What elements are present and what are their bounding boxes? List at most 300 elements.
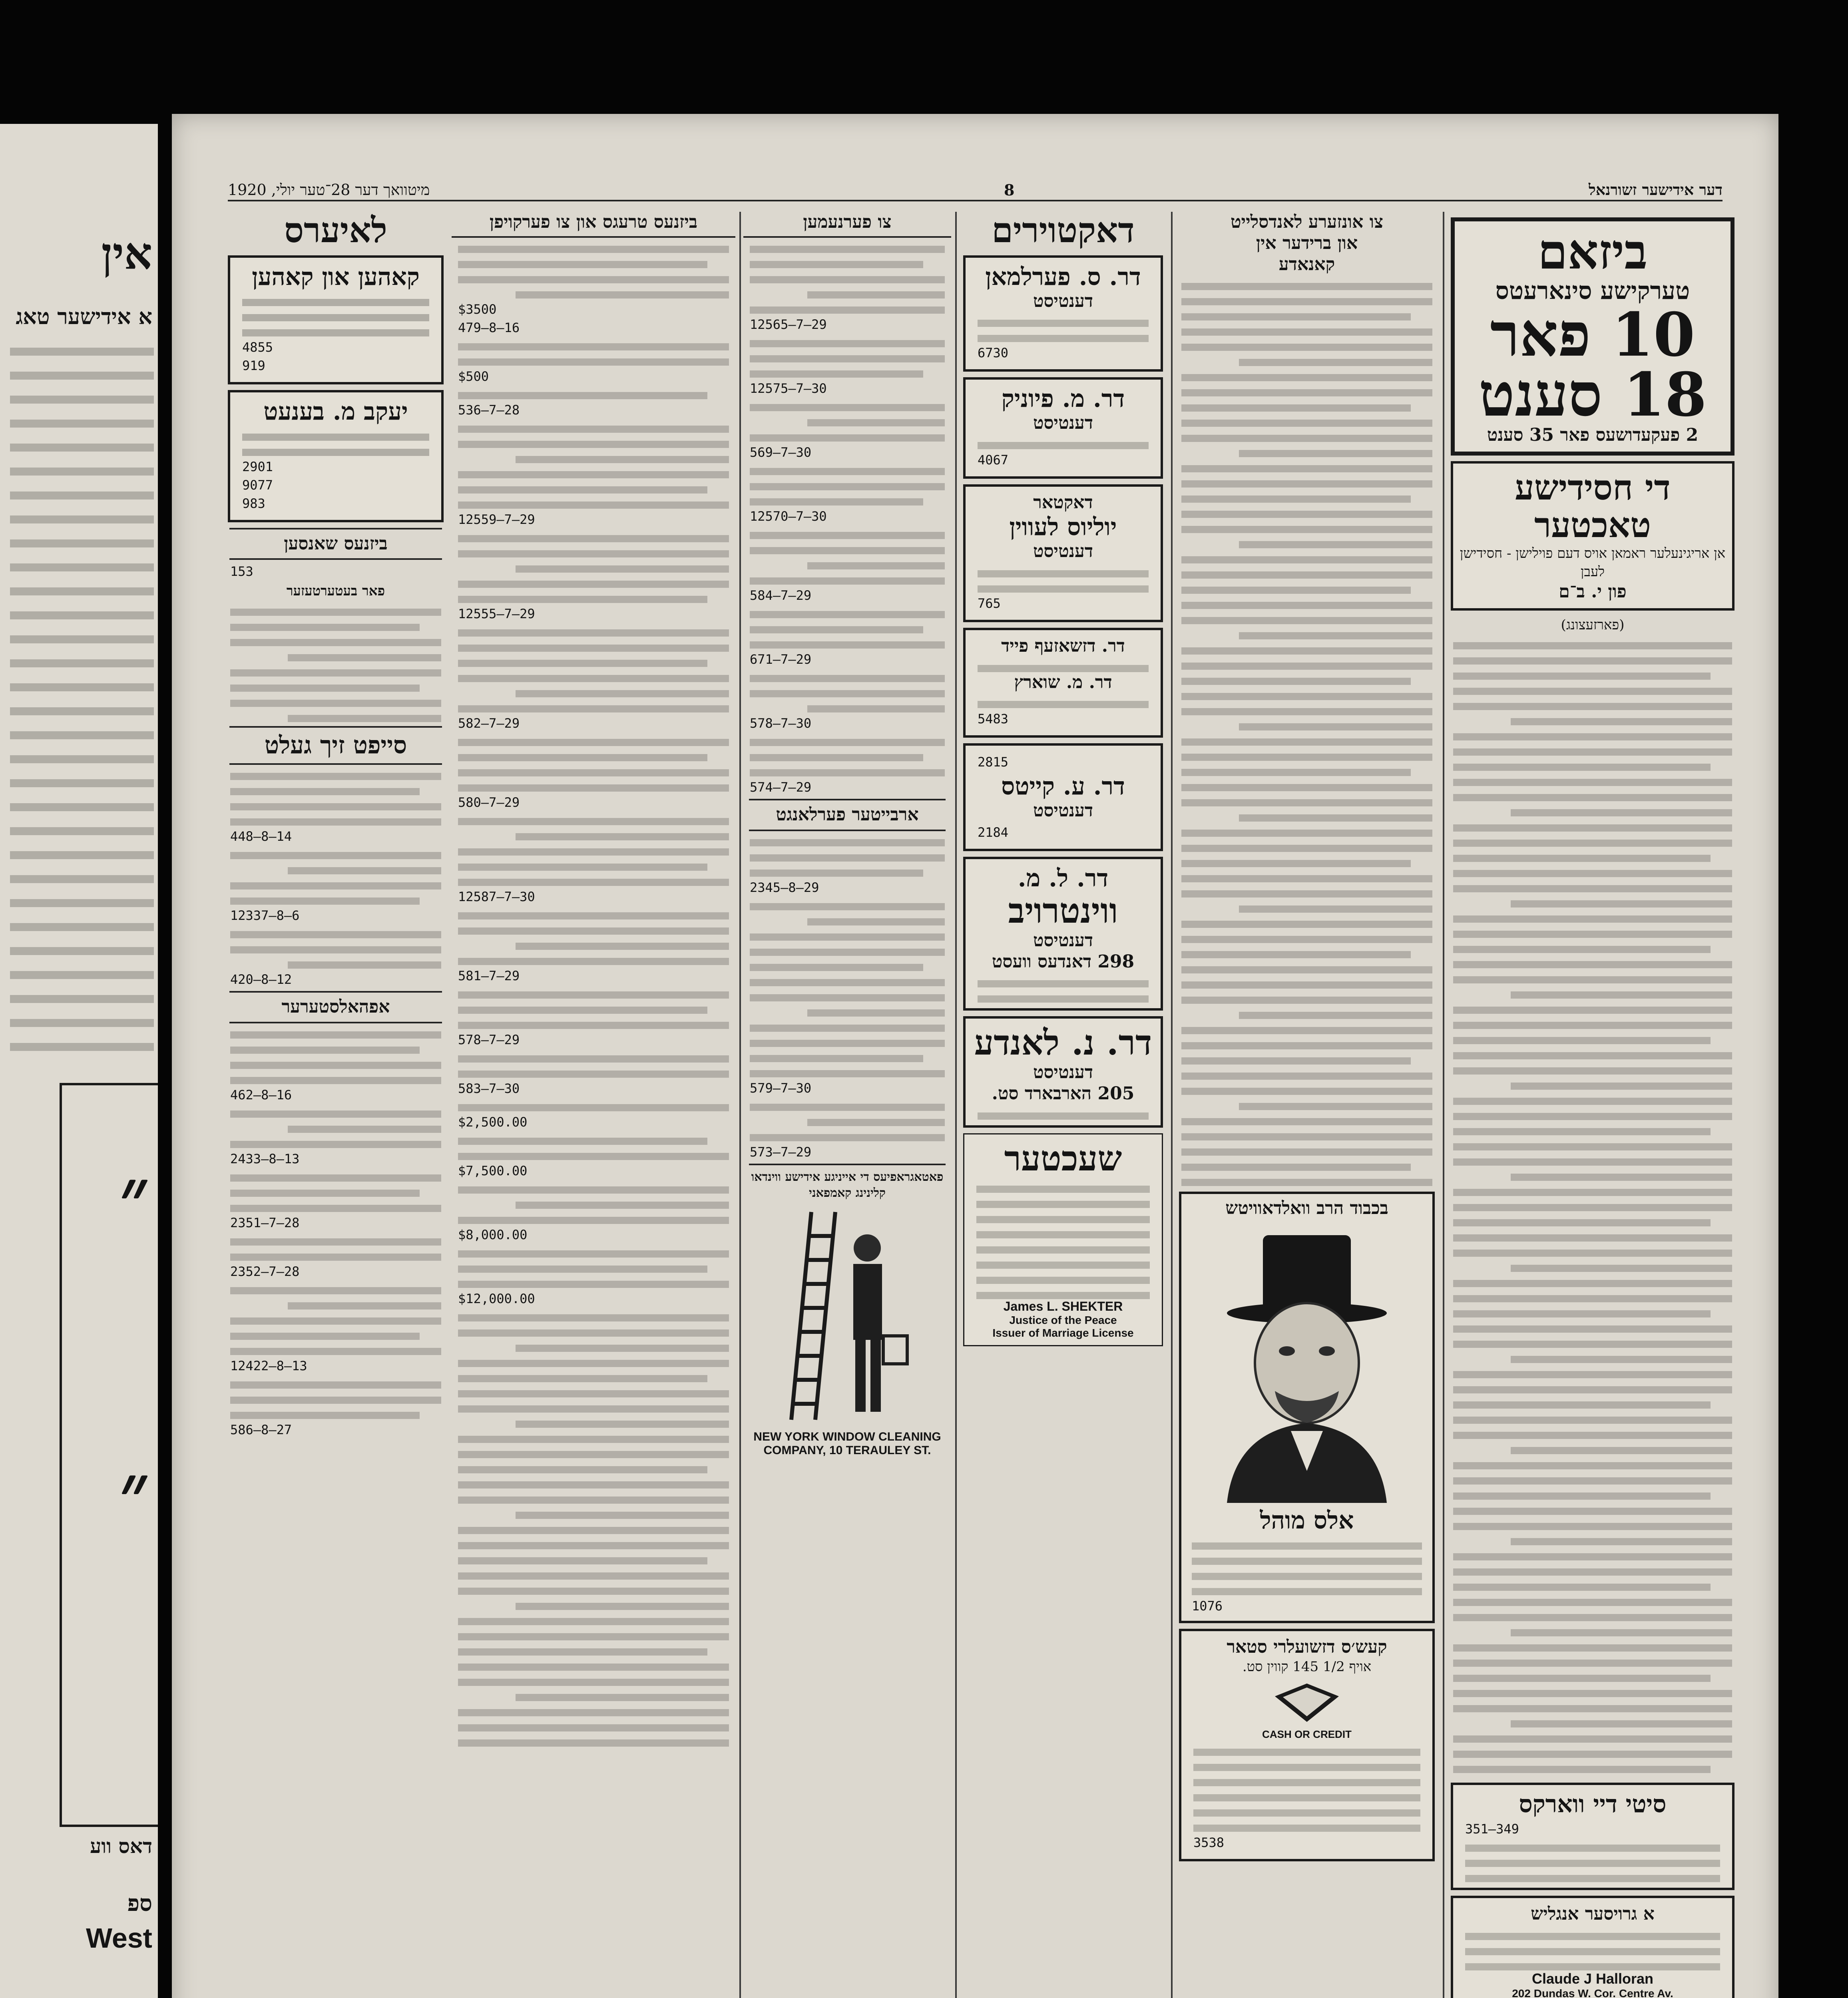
text-line [1453, 1386, 1732, 1393]
left-page-text-line [10, 420, 154, 428]
left-page-text-line [10, 779, 154, 787]
ad-lawyer-cohen [228, 255, 444, 384]
text-line [458, 629, 729, 637]
text-line [750, 854, 945, 862]
left-page-ad-box [60, 1083, 158, 1827]
left-page-fragment: דאס ווע [90, 1834, 152, 1858]
text-line [1453, 931, 1732, 938]
ad-shekter [963, 1133, 1163, 1347]
left-page-text-line [10, 515, 154, 523]
text-line [978, 995, 1149, 1003]
text-line [1181, 769, 1411, 776]
text-line [1181, 420, 1432, 427]
text-line [750, 949, 945, 956]
text-line [458, 818, 729, 825]
diamond-icon [1267, 1680, 1347, 1724]
header-page-number: 8 [1004, 181, 1015, 199]
text-line [242, 449, 429, 456]
text-line [1181, 1133, 1432, 1140]
text-line [807, 1119, 945, 1126]
cigarette-type: טערקישע סינארעטס [1495, 277, 1690, 305]
left-page-text-line [10, 635, 154, 643]
doctor-role: דענטיסט [1033, 413, 1093, 434]
doctor-name: דר. ס. פערלמאן [985, 263, 1141, 291]
doctor-phone: 4067 [978, 452, 1009, 468]
left-page-fragment: א אידישער טאג [16, 304, 152, 329]
text-line [1453, 1128, 1711, 1135]
landsleit-title: קאנאדע [1278, 254, 1335, 275]
text-line [750, 979, 945, 986]
ad-code: 12337—8—6 [230, 908, 300, 923]
text-line [458, 1709, 729, 1716]
text-line [1453, 748, 1732, 756]
text-line [1453, 1660, 1732, 1667]
left-page-text-line [10, 539, 154, 547]
ad-code: 573—7—29 [750, 1144, 812, 1160]
ad-code: 420—8—12 [230, 972, 292, 987]
text-line [1453, 1007, 1732, 1014]
text-line [976, 1262, 1150, 1269]
doctor-role: דענטיסט [1033, 1062, 1093, 1083]
ad-doctor-piunik [963, 377, 1163, 479]
text-line [458, 1375, 707, 1382]
text-line [1181, 1073, 1432, 1080]
text-line [288, 715, 441, 722]
text-line [458, 1648, 707, 1656]
text-line [1239, 541, 1432, 548]
text-line [1193, 1794, 1420, 1801]
left-page-text-line [10, 923, 154, 931]
divider [749, 1164, 946, 1165]
column-lawyers [224, 212, 448, 1998]
text-line [750, 1134, 945, 1141]
divider [229, 1022, 442, 1023]
text-line [458, 848, 729, 856]
text-line [1453, 961, 1732, 968]
novel-subtitle: אן אריגינעלער ראמאן אויס דעם פוילישן - חסידישן לעבן [1460, 545, 1726, 580]
doctor-name: דר. מ. פיוניק [1001, 385, 1125, 413]
text-line [807, 562, 945, 569]
text-line [458, 991, 729, 999]
ad-code: 448—8—14 [230, 829, 292, 844]
text-line [1453, 1477, 1732, 1485]
lawyer-phone: 919 [242, 358, 265, 373]
text-line [750, 577, 945, 585]
text-line [1511, 1447, 1732, 1454]
mohel-phone: 1076 [1192, 1598, 1223, 1614]
text-line [1181, 1164, 1411, 1171]
text-line [1192, 1542, 1422, 1550]
text-line [976, 1186, 1150, 1193]
text-line [1453, 1067, 1732, 1075]
doctor-phone: 6730 [978, 345, 1009, 361]
text-line [750, 739, 945, 746]
text-line [750, 964, 923, 971]
text-line [458, 784, 729, 792]
text-line [1181, 328, 1432, 336]
text-line [976, 1246, 1150, 1254]
text-line [1453, 1462, 1732, 1469]
divider [229, 991, 442, 993]
text-line [1181, 435, 1432, 442]
text-line [1453, 1280, 1732, 1287]
doctor-role: דענטיסט [1033, 930, 1093, 951]
text-line [1181, 1118, 1432, 1125]
text-line [458, 1679, 729, 1686]
text-line [458, 660, 707, 667]
text-line [750, 1104, 945, 1111]
ad-code: 12587—7—30 [458, 889, 535, 904]
price: $12,000.00 [458, 1291, 535, 1306]
left-page-ad-glyph: ״ [119, 1149, 150, 1243]
text-line [1181, 830, 1432, 837]
text-line [807, 419, 945, 426]
text-line [1181, 404, 1411, 412]
text-line [230, 852, 441, 859]
text-line [1453, 1417, 1732, 1424]
text-line [750, 994, 945, 1001]
text-line [458, 261, 707, 268]
text-line [458, 1664, 729, 1671]
text-line [1453, 1234, 1732, 1242]
text-line [1239, 359, 1432, 366]
text-line [1453, 1432, 1732, 1439]
ad-doctor-weintraub [963, 857, 1163, 1011]
text-line [1453, 1568, 1732, 1576]
text-line [750, 468, 945, 475]
text-line [976, 1201, 1150, 1208]
left-page-text-line [10, 468, 154, 476]
doctors-title: דאקטוירים [992, 212, 1135, 251]
text-line [458, 1329, 729, 1337]
left-page-text-line [10, 731, 154, 739]
text-line [807, 291, 945, 299]
left-page-text-line [10, 827, 154, 835]
text-line [1239, 1012, 1432, 1019]
text-line [230, 1348, 441, 1355]
text-line [1453, 1690, 1732, 1697]
text-line [230, 931, 441, 938]
text-line [1181, 738, 1432, 746]
jewelry-address: אויף 1/2 145 קווין סט. [1242, 1658, 1372, 1675]
halloran-address: 202 Dundas W. Cor. Centre Av. [1512, 1987, 1673, 1998]
text-line [1453, 1250, 1732, 1257]
text-line [1453, 976, 1732, 983]
text-line [1181, 966, 1432, 973]
text-line [1453, 703, 1732, 710]
column-rule [1443, 212, 1444, 1998]
text-line [1511, 1720, 1732, 1727]
window-cleaner-illustration [775, 1204, 919, 1428]
text-line [1453, 1644, 1732, 1652]
text-line [1181, 875, 1432, 882]
ad-code: 579—7—30 [750, 1080, 812, 1096]
text-line [458, 1542, 729, 1549]
mohel-title: אלס מוהל [1260, 1506, 1354, 1535]
price: $500 [458, 368, 489, 384]
text-line [1181, 344, 1432, 351]
text-line [1453, 1341, 1732, 1348]
header-date: מיטוואך דער 28־טער יולי, 1920 [228, 181, 430, 199]
lawyer-name: יעקב מ. בענעט [263, 397, 408, 426]
text-line [458, 1186, 729, 1194]
text-line [1453, 870, 1732, 877]
text-line [230, 773, 441, 780]
text-line [1192, 1573, 1422, 1580]
text-line [458, 769, 729, 776]
rabbi-portrait [1203, 1223, 1411, 1503]
text-line [750, 933, 945, 941]
text-line [750, 690, 945, 697]
text-line [1511, 809, 1732, 816]
text-line [1181, 1027, 1432, 1034]
text-line [1453, 1098, 1732, 1105]
left-page-text-line [10, 396, 154, 404]
text-line [750, 1025, 945, 1032]
text-line [1181, 799, 1432, 806]
ad-code: 581—7—29 [458, 968, 520, 983]
text-line [1453, 1022, 1732, 1029]
text-line [1511, 1356, 1732, 1363]
business-phone: 153 [230, 564, 253, 579]
novel-title: די חסידישע טאכטער [1515, 467, 1671, 546]
text-line [1193, 1809, 1420, 1817]
text-line [288, 654, 441, 661]
text-line [458, 1557, 707, 1564]
text-line [458, 1153, 729, 1160]
text-line [1239, 814, 1432, 822]
shekter-role: Justice of the Peace [1009, 1314, 1117, 1327]
text-line [978, 442, 1149, 449]
text-line [978, 1112, 1149, 1120]
ad-code: 12559—7—29 [458, 511, 535, 527]
text-line [1192, 1558, 1422, 1565]
landsleit-title: צו אונזערע לאנדסלייט [1230, 212, 1383, 232]
text-line [242, 329, 429, 336]
text-line [230, 818, 441, 826]
window-cleaning-name: NEW YORK WINDOW CLEANING [753, 1430, 941, 1443]
text-line [1511, 1265, 1732, 1272]
text-line [516, 1694, 729, 1701]
text-line [516, 291, 729, 299]
text-line [230, 669, 441, 677]
text-line [230, 1031, 441, 1039]
page-header [228, 180, 1723, 201]
text-line [1181, 496, 1411, 503]
business-chances-title: ביזנעס שאנסען [284, 533, 388, 554]
text-line [516, 1421, 729, 1428]
window-cleaning-address: COMPANY, 10 TERAULEY ST. [763, 1443, 931, 1457]
lawyer-address: 2901 [242, 459, 273, 474]
text-line [458, 1281, 729, 1288]
doctor-name: דר. מ. שוארץ [1014, 672, 1112, 693]
stitch-title: סייפט זיך געלט [264, 731, 407, 760]
text-line [976, 1216, 1150, 1223]
ad-code: 2352—7—28 [230, 1264, 300, 1280]
doctor-role: דענטיסט [1033, 800, 1093, 821]
text-line [1453, 1189, 1732, 1196]
text-line [807, 705, 945, 712]
left-page-text-line [10, 899, 154, 907]
left-page-text-line [10, 563, 154, 571]
text-line [516, 1512, 729, 1519]
text-line [458, 1314, 729, 1321]
text-line [458, 1572, 729, 1580]
text-line [1181, 1179, 1432, 1186]
text-line [458, 879, 729, 886]
doctor-name: יוליוס לעווין [1009, 513, 1117, 541]
text-line [458, 1071, 729, 1078]
text-line [458, 1405, 729, 1413]
text-line [1181, 936, 1432, 943]
text-line [978, 665, 1149, 672]
text-line [750, 261, 923, 268]
text-line [458, 1104, 729, 1111]
text-line [1181, 708, 1432, 715]
text-line [1181, 1088, 1432, 1095]
left-page-ad-glyph: ״ [119, 1445, 150, 1539]
text-line [1181, 981, 1432, 989]
ad-doctor-landau [963, 1016, 1163, 1127]
left-page-fragment: אין [101, 228, 152, 279]
text-line [458, 1055, 729, 1063]
divider [749, 830, 946, 831]
text-line [1453, 779, 1732, 786]
text-line [750, 1055, 923, 1062]
text-line [1453, 1584, 1711, 1591]
text-line [458, 675, 729, 682]
ad-code: 479—8—16 [458, 320, 520, 335]
text-line [1453, 1052, 1732, 1059]
text-line [1193, 1764, 1420, 1771]
ad-doctor-kates [963, 743, 1163, 851]
text-line [750, 370, 923, 378]
left-page-text-line [10, 587, 154, 595]
ad-cigarettes [1451, 217, 1734, 456]
text-line [1453, 840, 1732, 847]
text-line [458, 1138, 707, 1145]
price: $3500 [458, 301, 497, 317]
ad-code: 12570—7—30 [750, 508, 827, 524]
text-line [230, 1077, 441, 1084]
text-line [807, 918, 945, 925]
text-line [1181, 784, 1432, 791]
text-line [1181, 1148, 1432, 1156]
text-line [230, 946, 441, 953]
text-line [976, 1292, 1150, 1299]
ad-code: 574—7—29 [750, 779, 812, 795]
text-line [1181, 313, 1411, 320]
rabbi-title: בכבוד הרב וואלדאוויטש [1225, 1198, 1388, 1219]
doctor-name: דר. ל. מ. [1018, 864, 1109, 893]
ad-code: 12565—7—29 [750, 316, 827, 332]
text-line [458, 927, 729, 935]
text-line [1181, 617, 1432, 624]
text-line [230, 1205, 441, 1212]
text-line [1181, 556, 1432, 563]
ad-code: 12575—7—30 [750, 380, 827, 396]
text-line [1453, 1325, 1732, 1333]
text-line [230, 1238, 441, 1246]
ad-code: 462—8—16 [230, 1087, 292, 1103]
text-line [978, 980, 1149, 987]
text-line [1239, 632, 1432, 639]
text-line [1453, 1599, 1732, 1606]
shekter-role: Issuer of Marriage License [992, 1327, 1134, 1339]
text-line [1181, 587, 1411, 594]
text-line [1239, 905, 1432, 913]
text-line [1465, 1963, 1720, 1970]
text-line [458, 426, 729, 433]
column-rule [955, 212, 957, 1998]
ad-doctor-feid [963, 628, 1163, 738]
ad-rabbi-mohel [1179, 1192, 1435, 1623]
text-line [1453, 1553, 1732, 1560]
left-page-fragment: ספ [127, 1890, 152, 1916]
text-line [230, 788, 420, 795]
text-line [288, 961, 441, 969]
text-line [1453, 1204, 1732, 1211]
text-line [458, 1633, 729, 1640]
text-line [750, 769, 945, 776]
text-line [458, 864, 707, 871]
text-line [458, 1022, 729, 1029]
text-line [1181, 374, 1432, 381]
text-line [458, 1618, 729, 1625]
text-line [1239, 1103, 1432, 1110]
left-page-text-line [10, 683, 154, 691]
text-line [1453, 1037, 1711, 1044]
text-line [458, 1451, 729, 1458]
text-line [1453, 885, 1732, 892]
novel-continuation: (פארזעצונג) [1561, 617, 1625, 633]
ad-code: 583—7—30 [458, 1081, 520, 1096]
doctor-code: 2815 [978, 754, 1009, 770]
text-line [1453, 1508, 1732, 1515]
text-line [750, 641, 945, 649]
novel-author: פון י. ב־ם [1559, 581, 1627, 602]
text-line [1181, 754, 1432, 761]
text-line [1453, 1614, 1732, 1621]
column-doctors [959, 212, 1167, 1998]
text-line [458, 705, 729, 712]
text-line [750, 498, 923, 505]
text-line [458, 501, 729, 509]
text-line [1181, 602, 1432, 609]
text-line [1181, 951, 1411, 958]
shekter-title: שעכטער [1004, 1138, 1122, 1179]
text-line [516, 943, 729, 950]
column-for-rent [743, 212, 951, 1998]
text-line [1511, 1174, 1732, 1181]
column-novel [1447, 212, 1738, 1998]
ad-code: 2351—7—28 [230, 1215, 300, 1231]
text-line [230, 882, 441, 890]
business-subtitle: פאר בעטערטעזער [286, 583, 385, 599]
upholsterer-title: אפהאלסטערער [281, 997, 390, 1017]
text-line [516, 456, 729, 463]
ad-code: 582—7—29 [458, 715, 520, 731]
text-line [458, 1007, 707, 1014]
text-line [1453, 1401, 1711, 1409]
left-page-text-line [10, 444, 154, 452]
text-line [458, 1724, 729, 1731]
text-line [750, 839, 945, 846]
text-line [230, 1254, 441, 1261]
text-line [750, 547, 945, 554]
doctor-name: דר. נ. לאנדע [974, 1023, 1152, 1063]
lawyer-phone: 9077 [242, 477, 273, 493]
